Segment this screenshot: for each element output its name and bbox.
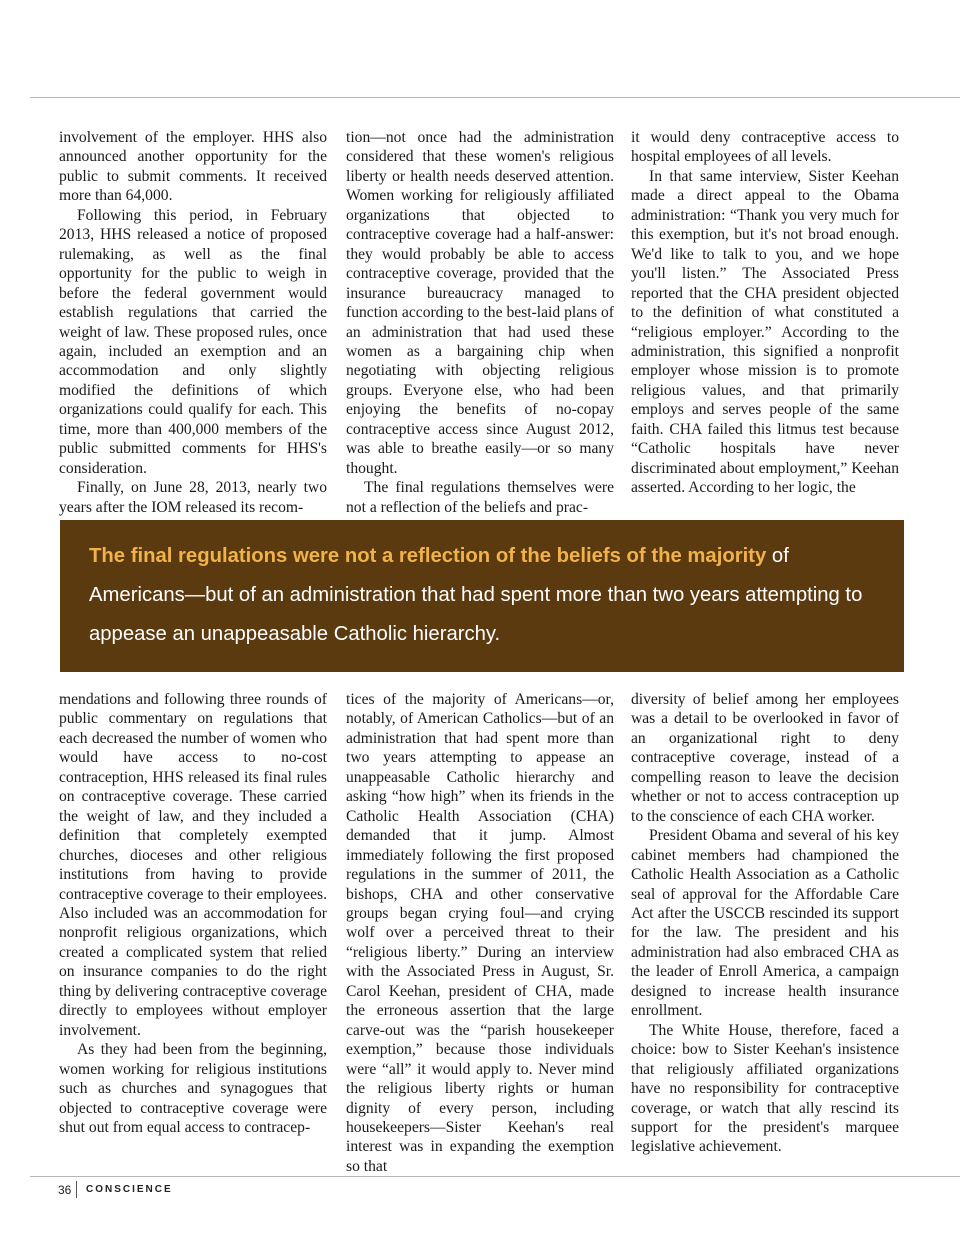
paragraph: Finally, on June 28, 2013, nearly two years after the IOM released its recom- <box>59 479 327 516</box>
paragraph: tices of the majority of Americans—or, notably, of American Catholics—but of an administration that had spent more than two years attempting to appease an unappeasable Catholic hierarchy and asking “how high” when its friends in the Catholic Health Association (CHA) demanded that it jump. Almost immediately following the first proposed regulations in the summer of 2011, the bishops, CHA and other conservative groups began crying foul—and crying wolf over a perceived threat to their “religious liberty.” During an interview with the Associated Press in August, Sr. Carol Keehan, president of CHA, made the erroneous assertion that the large carve-out was the “parish housekeeper exemption,” because those individuals were “all” it would apply to. Never mind the religious liberty rights or human dignity of every person, including housekeepers—Sister Keehan's real interest was in expanding the exemption so that <box>346 691 614 1175</box>
page-number: 36 <box>58 1183 72 1197</box>
header-rule <box>30 97 960 98</box>
pull-quote-text: of Americans—but of an administration that had spent more than two years attempting to appease an unappeasable Catholic hierarchy. <box>89 545 863 645</box>
paragraph: As they had been from the beginning, women working for religious institutions such as churches and synagogues that objected to contraceptive coverage were shut out from equal access to contracep- <box>59 1041 327 1136</box>
paragraph: The White House, therefore, faced a choice: bow to Sister Keehan's insistence that religiously affiliated organizations have no responsibility for contraceptive coverage, or watch that ally rescind its support for the president's marquee legislative achievement. <box>631 1021 899 1156</box>
paragraph: involvement of the employer. HHS also announced another opportunity for the public to submit comments. It received more than 64,000. <box>59 129 327 205</box>
magazine-name: CONSCIENCE <box>86 1184 173 1195</box>
article-column-top-1 <box>59 128 327 517</box>
article-column-bottom-2 <box>346 690 614 1176</box>
footer-separator <box>76 1181 77 1198</box>
paragraph: President Obama and several of his key cabinet members had championed the Catholic Health Association as a Catholic seal of approval for the Affordable Care Act after the USCCB rescinded its support for the law. The president and his administration had also embraced CHA as the leader of Enroll America, a campaign designed to increase health insurance enrollment. <box>631 827 899 1020</box>
article-column-bottom-3 <box>631 690 899 1157</box>
paragraph: The final regulations themselves were not a reflection of the beliefs and prac- <box>346 479 614 516</box>
article-column-bottom-1 <box>59 690 327 1137</box>
article-column-top-2 <box>346 128 614 517</box>
pull-quote-highlight: The final regulations were not a reflection of the beliefs of the majority <box>89 545 767 567</box>
paragraph: In that same interview, Sister Keehan made a direct appeal to the Obama administration: “Thank you very much for this exemption, but it's not broad enough. We'd like to talk to you, and we hope you'll listen.” The Associated Press reported that the CHA president objected to the definition of what constituted a “religious employer.” According to the administration, this signified a nonprofit employer whose mission is to promote religious values, and that primarily employs and serves people of the same faith. CHA failed this litmus test because “Catholic hospitals have never discriminated about employment,” Keehan asserted. According to her logic, the <box>631 167 899 497</box>
article-column-top-3 <box>631 128 899 498</box>
paragraph: mendations and following three rounds of public commentary on regulations that each decreased the number of women who would have access to no-cost contraception, HHS released its final rules on contraceptive coverage. These carried the weight of law, and they included a definition that completely exempted churches, dioceses and other religious institutions from having to provide contraceptive coverage to their employees. Also included was an accommodation for nonprofit religious organizations, which created a complicated system that relied on insurance companies to do the right thing by delivering contraceptive coverage directly to employees without employer involvement. <box>59 691 327 1039</box>
paragraph: tion—not once had the administration considered that these women's religious liberty or health needs deserved attention. Women working for religiously affiliated organizations that objected to contraceptive coverage had a half-answer: they would probably be able to access contraceptive coverage, provided that the insurance bureaucracy managed to function according to the best-laid plans of an administration that had used these women as a bargaining chip when negotiating with objecting religious groups. Everyone else, who had been enjoying the benefits of no-copay contraceptive access since August 2012, was able to breathe easily—or so many thought. <box>346 129 614 477</box>
paragraph: Following this period, in February 2013, HHS released a notice of proposed rulemaking, as well as the final opportunity for the public to weigh in before the federal government would establish regulations that carried the weight of law. These proposed rules, once again, included an exemption and an accommodation and only slightly modified the definitions of which organizations could qualify for each. This time, more than 400,000 members of the public submitted comments for HHS's consideration. <box>59 206 327 477</box>
footer-rule <box>30 1176 960 1177</box>
paragraph: it would deny contraceptive access to hospital employees of all levels. <box>631 129 899 166</box>
pull-quote <box>60 520 904 672</box>
paragraph: diversity of belief among her employees was a detail to be overlooked in favor of an organizational right to deny contraceptive coverage, instead of a compelling reason to leave the decision whether or not to access contraception up to the conscience of each CHA worker. <box>631 691 899 825</box>
